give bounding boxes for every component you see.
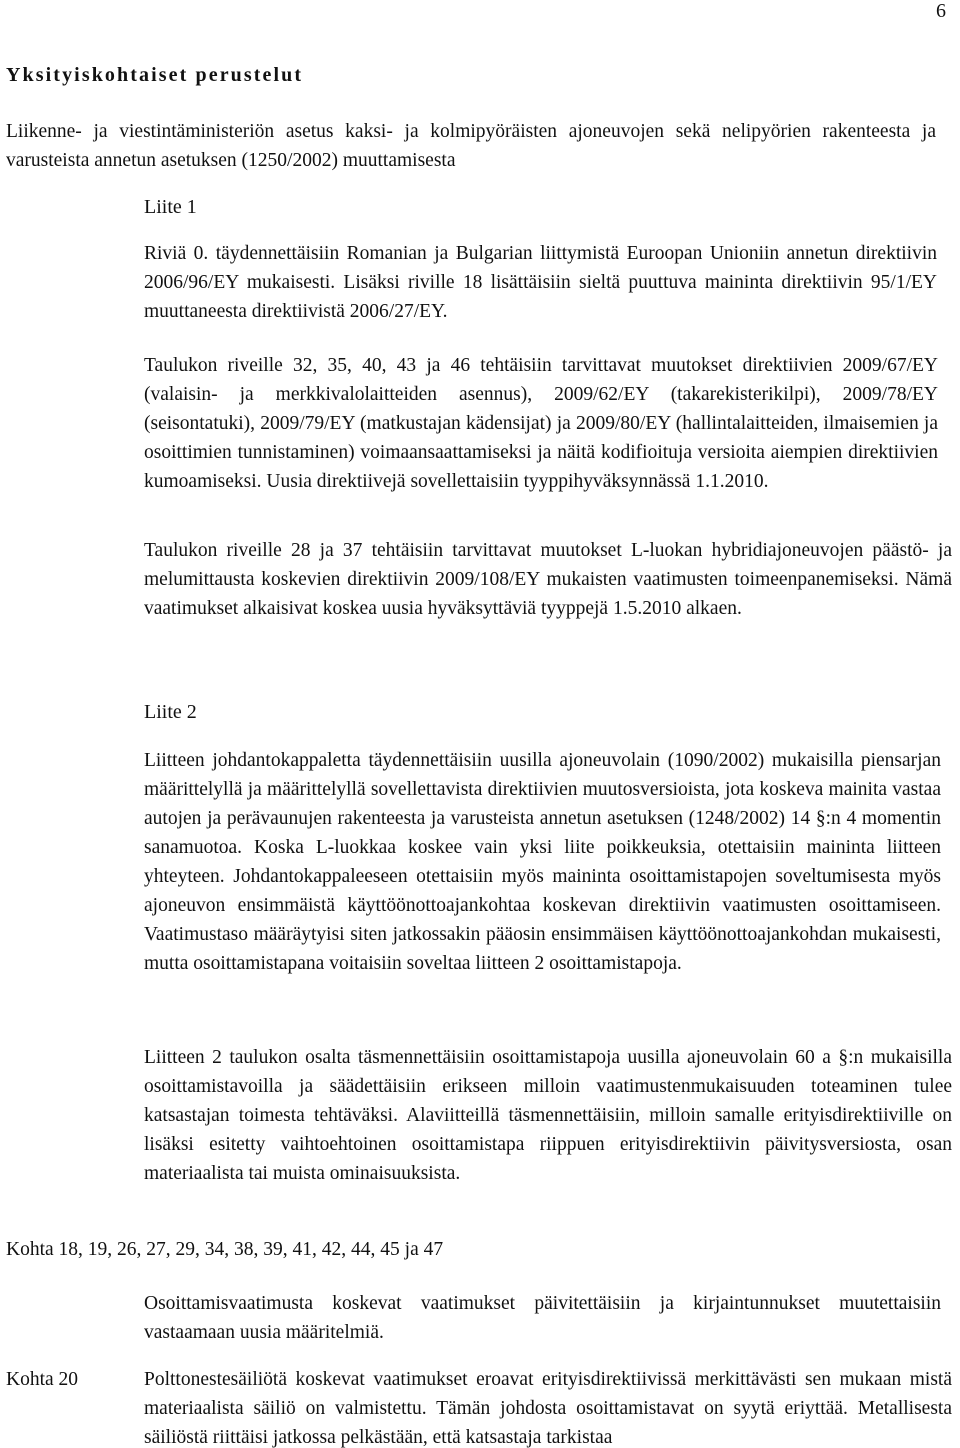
row-label-kohta-20: Kohta 20 bbox=[6, 1369, 79, 1390]
appendix-1-heading: Liite 1 bbox=[144, 196, 197, 218]
row-label-kohta-18: Kohta 18, 19, 26, 27, 29, 34, 38, 39, 41, 42, 44, 45 ja 47 bbox=[6, 1239, 444, 1260]
row-text-kohta-20: Polttonestesäiliötä koskevat vaatimukset eroavat erityisdirektiivissä merkittävästi sen mukaan mistä materiaalista säiliö on valmistettu. Tämän johdosta osoittamistavat on syytä eriyttää. Metallisesta säiliöstä riittäisi jatkossa pelkästään, että katsastaja tarkistaa bbox=[144, 1369, 952, 1448]
appendix-2-paragraph-2: Liitteen 2 taulukon osalta täsmennettäisiin osoittamistapoja uusilla ajoneuvolain 60 a §:n mukaisilla osoittamistavoilla ja säädettäisiin erikseen milloin vaatimustenmukaisuuden toteaminen tulee katsastajan toimesta tehtäväksi. Alaviitteillä täsmennettäisiin, milloin samalle erityisdirektiiville on lisäksi esitetty vaihtoehtoinen osoittamistapa riippuen erityisdirektiivin päivitysversiosta, osan materiaalista tai muista ominaisuuksista. bbox=[144, 1047, 952, 1184]
appendix-1-paragraph-3: Taulukon riveille 28 ja 37 tehtäisiin tarvittavat muutokset L-luokan hybridiajoneuvojen päästö- ja melumittausta koskevien direktiivin 2009/108/EY mukaisten vaatimusten toimeenpanemiseksi. Nämä vaatimukset alkaisivat koskea uusia hyväksyttäviä tyyppejä 1.5.2010 alkaen. bbox=[144, 540, 952, 619]
appendix-1-paragraph-1: Riviä 0. täydennettäisiin Romanian ja Bulgarian liittymistä Euroopan Unioniin annetun direktiivin 2006/96/EY mukaisesti. Lisäksi riville 18 lisättäisiin sieltä puuttuva maininta direktiivin 95/1/EY muuttaneesta direktiivistä 2006/27/EY. bbox=[144, 243, 937, 322]
row-text-kohta-18: Osoittamisvaatimusta koskevat vaatimukset päivitettäisiin ja kirjaintunnukset muutettaisiin vastaamaan uusia määritelmiä. bbox=[144, 1293, 941, 1343]
page-number: 6 bbox=[936, 0, 946, 22]
appendix-1-paragraph-2: Taulukon riveille 32, 35, 40, 43 ja 46 tehtäisiin tarvittavat muutokset direktiivien 2009/67/EY (valaisin- ja merkkivalolaitteiden asennus), 2009/62/EY (takarekisterikilpi), 2009/78/EY (seisontatuki), 2009/79/EY (matkustajan kädensijat) ja 2009/80/EY (hallintalaitteiden, ilmaisemien ja osoittimien tunnistaminen) voimaansaattamiseksi ja näitä kodifioituja versioita aiempien direktiivien kumoamiseksi. Uusia direktiivejä sovellettaisiin tyyppihyväksynnässä 1.1.2010. bbox=[144, 355, 938, 492]
section-heading: Yksityiskohtaiset perustelut bbox=[6, 64, 304, 86]
appendix-2-paragraph-1: Liitteen johdantokappaletta täydennettäisiin uusilla ajoneuvolain (1090/2002) mukaisilla piensarjan määrittelyllä ja määrittelyllä sovellettavista direktiivien muutosversioista, jota koskeva mainita vastaa autojen ja perävaunujen rakenteesta ja varusteista annetun asetuksen (1248/2002) 14 §:n 4 momentin sanamuotoa. Koska L-luokkaa koskee vain yksi liite poikkeuksia, otettaisiin maininta liitteen yhteyteen. Johdantokappaleeseen otettaisiin myös maininta osoittamistapojen soveltumisesta myös ajoneuvon ensimmäistä käyttöönottoajankohtaa koskevan direktiivin vaatimusten osoittamiseen. Vaatimustaso määräytyisi siten jatkossakin pääosin ensimmäisen käyttöönottoajankohdan mukaisesti, mutta osoittamistapana voitaisiin soveltaa liitteen 2 osoittamistapoja. bbox=[144, 750, 941, 974]
intro-paragraph: Liikenne- ja viestintäministeriön asetus kaksi- ja kolmipyöräisten ajoneuvojen sekä nelipyörien rakenteesta ja varusteista annetun asetuksen (1250/2002) muuttamisesta bbox=[6, 121, 936, 171]
appendix-2-heading: Liite 2 bbox=[144, 701, 197, 723]
